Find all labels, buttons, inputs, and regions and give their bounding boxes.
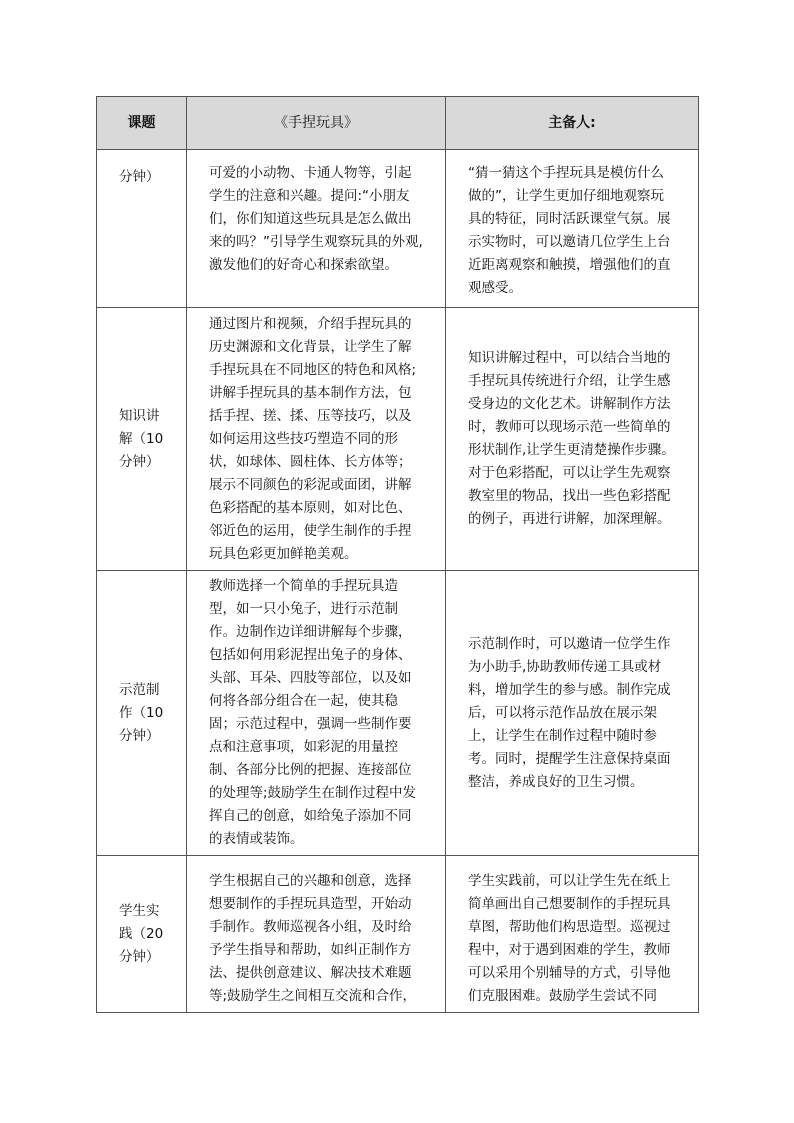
- notes-cell: [446, 856, 699, 1013]
- notes-text: 知识讲解过程中，可以结合当地的手捏玩具传统进行介绍，让学生感受身边的文化艺术。讲解制作方法时，教师可以现场示范一些简单的形状制作,让学生更清楚操作步骤。对于色彩搭配，可以让学生先观察教室里的物品，找出一些色彩搭配的例子，再进行讲解，加深理解。: [468, 350, 675, 527]
- notes-cell: [446, 308, 699, 571]
- table-header-row: [97, 97, 699, 150]
- stage-text: 示范制作（10分钟）: [119, 681, 164, 744]
- stage-text: 知识讲解（10分钟）: [119, 407, 164, 470]
- table-row: [97, 308, 699, 571]
- notes-cell: [446, 571, 699, 856]
- notes-text: 示范制作时，可以邀请一位学生作为小助手,协助教师传递工具或材料，增加学生的参与感。制作完成后，可以将示范作品放在展示架上，让学生在制作过程中随时参考。同时，提醒学生注意保持桌面整洁，养成良好的卫生习惯。: [468, 635, 671, 790]
- header-preparer-label: 主备人:: [446, 97, 699, 150]
- stage-cell: [97, 308, 187, 571]
- content-text: 通过图片和视频，介绍手捏玩具的历史渊源和文化背景，让学生了解手捏玩具在不同地区的特色和风格;讲解手捏玩具的基本制作方法，包括手捏、搓、揉、压等技巧，以及如何运用这些技巧塑造不同的形状，如球体、圆柱体、长方体等；展示不同颜色的彩泥或面团，讲解色彩搭配的基本原则，如对比色、邻近色的运用，使学生制作的手捏玩具色彩更加鲜艳美观。: [209, 315, 417, 562]
- header-topic-label: 课题: [97, 97, 187, 150]
- table-row: [97, 856, 699, 1013]
- table-row: [97, 571, 699, 856]
- content-text: 学生根据自己的兴趣和创意，选择想要制作的手捏玩具造型，开始动手制作。教师巡视各小组，及时给予学生指导和帮助，如纠正制作方法、提供创意建议、解决技术难题等;鼓励学生之间相互交流和合作，: [209, 873, 417, 1004]
- header-lesson-title: 《手捏玩具》: [187, 97, 446, 150]
- notes-cell: [446, 150, 699, 308]
- content-cell: [187, 571, 446, 856]
- content-cell: [187, 856, 446, 1013]
- table-row: [97, 150, 699, 308]
- content-text: 教师选择一个简单的手捏玩具造型，如一只小兔子，进行示范制作。边制作边详细讲解每个步骤，包括如何用彩泥捏出兔子的身体、头部、耳朵、四肢等部位，以及如何将各部分组合在一起，使其稳固；示范过程中，强调一些制作要点和注意事项，如彩泥的用量控制、各部分比例的把握、连接部位的处理等;鼓励学生在制作过程中发挥自己的创意，如给兔子添加不同的表情或装饰。: [209, 578, 417, 847]
- content-text: 可爱的小动物、卡通人物等，引起学生的注意和兴趣。提问:“小朋友们，你们知道这些玩具是怎么做出来的吗？”引导学生观察玩具的外观,激发他们的好奇心和探索欲望。: [209, 165, 423, 273]
- notes-text: “猜一猜这个手捏玩具是模仿什么做的”，让学生更加仔细地观察玩具的特征，同时活跃课堂气氛。展示实物时，可以邀请几位学生上台近距离观察和触摸，增强他们的直观感受。: [468, 165, 671, 296]
- notes-text: 学生实践前，可以让学生先在纸上简单画出自己想要制作的手捏玩具草图，帮助他们构思造型。巡视过程中，对于遇到困难的学生，教师可以采用个别辅导的方式，引导他们克服困难。鼓励学生尝试不同: [468, 873, 671, 1004]
- stage-text: 分钟）: [119, 169, 160, 185]
- stage-cell: [97, 150, 187, 308]
- stage-text: 学生实践（20分钟）: [119, 902, 164, 965]
- stage-cell: [97, 856, 187, 1013]
- stage-cell: [97, 571, 187, 856]
- lesson-plan-table: [96, 96, 699, 1013]
- content-cell: [187, 308, 446, 571]
- content-cell: [187, 150, 446, 308]
